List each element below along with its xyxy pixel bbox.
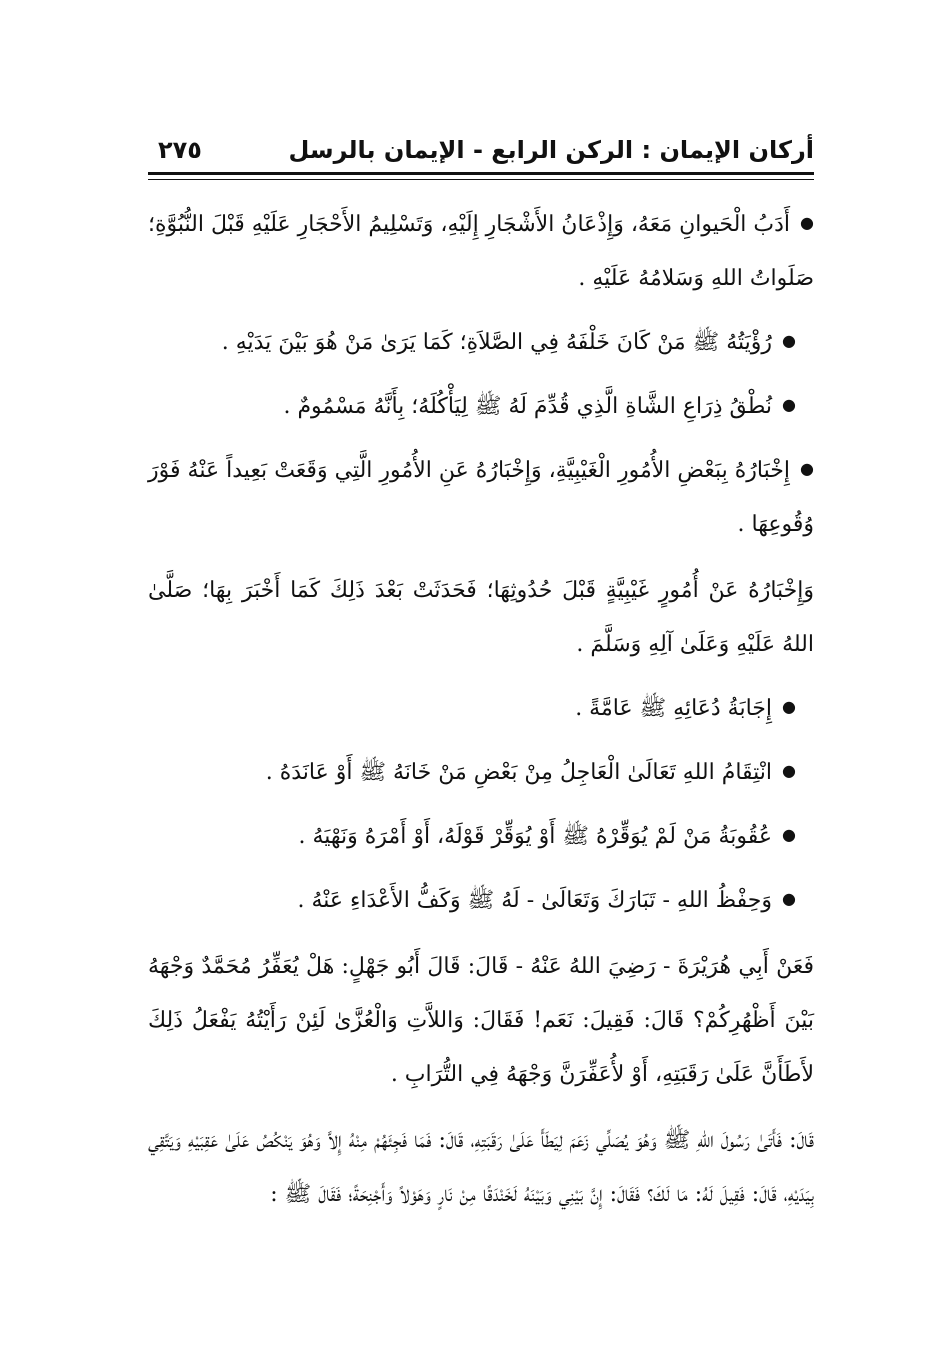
bullet-paragraph: ● انْتِقَامُ اللهِ تَعَالَىٰ الْعَاجِلُ مِنْ بَعْضِ مَنْ خَانَهُ ﷺ أَوْ عَانَدَهُ . bbox=[148, 744, 814, 800]
bullet-paragraph: ● وَحِفْظُ اللهِ - تَبَارَكَ وَتَعَالَىٰ - لَهُ ﷺ وَكَفُّ الأَعْدَاءِ عَنْهُ . bbox=[148, 872, 814, 928]
body-text bbox=[148, 196, 814, 1222]
header-rule-thin bbox=[148, 179, 814, 180]
text-paragraph: فَعَنْ أَبِي هُرَيْرَةَ - رَضِيَ اللهُ عَنْهُ - قَالَ: قَالَ أَبُو جَهْلٍ: هَلْ يُعَفِّرُ مُحَمَّدٌ وَجْهَهُ بَيْنَ أَظْهُرِكُمْ؟ قَالَ: فَقِيلَ: نَعَم! فَقَالَ: وَاللاَّتِ وَالْعُزَّىٰ لَئِنْ رَأَيْتُهُ يَفْعَلُ ذَلِكَ لأَطَأَنَّ عَلَىٰ رَقَبَتِهِ، أَوْ لأُعَفِّرَنَّ وَجْهَهُ فِي التُّرَابِ . bbox=[148, 954, 815, 1087]
bullet-paragraph: ● أَدَبُ الْحَيوانِ مَعَهُ، وَإِذْعَانُ الأَشْجَارِ إِلَيْهِ، وَتَسْلِيمُ الأَحْجَارِ عَلَيْهِ قَبْلَ النُّبُوَّةِ؛ صَلَواتُ اللهِ وَسَلامُهُ عَلَيْهِ . bbox=[148, 196, 814, 306]
header-rule-thick bbox=[148, 172, 814, 175]
running-header bbox=[148, 130, 814, 174]
page-number: ٢٧٥ bbox=[158, 136, 202, 164]
bullet-paragraph: ● نُطْقُ ذِرَاعِ الشَّاةِ الَّذِي قُدِّمَ لَهُ ﷺ لِيَأْكُلَهُ؛ بِأَنَّهُ مَسْمُومٌ . bbox=[148, 378, 814, 434]
text-paragraph: قَالَ: فَأَتَىٰ رَسُولَ اللهِ ﷺ وَهُوَ يُصَلِّي زَعَمَ لِيَطَأَ عَلَىٰ رَقَبَتِهِ، قَالَ: فَمَا فَجِئَهُمْ مِنْهُ إِلاَّ وَهُوَ يَنْكُصُ عَلَىٰ عَقِبَيْهِ وَيَتَّقِي بِيَدَيْهِ، قَالَ: فَقِيلَ لَهُ: مَا لَكَ؟ فَقَالَ: إِنَّ بَيْنِي وَبَيْنَهُ لَخَنْدَقًا مِنْ نَارٍ وَهَوْلاً وَأَجْنِحَةً؛ فَقَالَ ﷺ : bbox=[148, 1128, 814, 1207]
text-paragraph: وَإِخْبَارُهُ عَنْ أُمُورٍ غَيْبِيَّةٍ قَبْلَ حُدُوثِهَا؛ فَحَدَثَتْ بَعْدَ ذَلِكَ كَمَا أَخْبَرَ بِهَا؛ صَلَّىٰ اللهُ عَلَيْهِ وَعَلَىٰ آلِهِ وَسَلَّمَ . bbox=[148, 578, 814, 657]
bullet-paragraph: ● إِجَابَةُ دُعَائِهِ ﷺ عَامَّةً . bbox=[148, 680, 814, 736]
bullet-paragraph: ● رُؤْيَتُهُ ﷺ مَنْ كَانَ خَلْفَهُ فِي الصَّلاَةِ؛ كَمَا يَرَىٰ مَنْ هُوَ بَيْنَ يَدَيْهِ . bbox=[148, 314, 814, 370]
header-title: أركان الإيمان : الركن الرابع - الإيمان بالرسل bbox=[288, 136, 814, 164]
bullet-paragraph: ● إِخْبَارُهُ بِبَعْضِ الأُمُورِ الْغَيْبِيَّةِ، وَإِخْبَارُهُ عَنِ الأُمُورِ الَّتِي وَقَعَتْ بَعِيداً عَنْهُ فَوْرَ وُقُوعِهَا . bbox=[148, 442, 814, 552]
bullet-paragraph: ● عُقُوبَةُ مَنْ لَمْ يُوَقِّرْهُ ﷺ أَوْ يُوَقِّرْ قَوْلَهُ، أَوْ أَمْرَهُ وَنَهْيَهُ . bbox=[148, 808, 814, 864]
